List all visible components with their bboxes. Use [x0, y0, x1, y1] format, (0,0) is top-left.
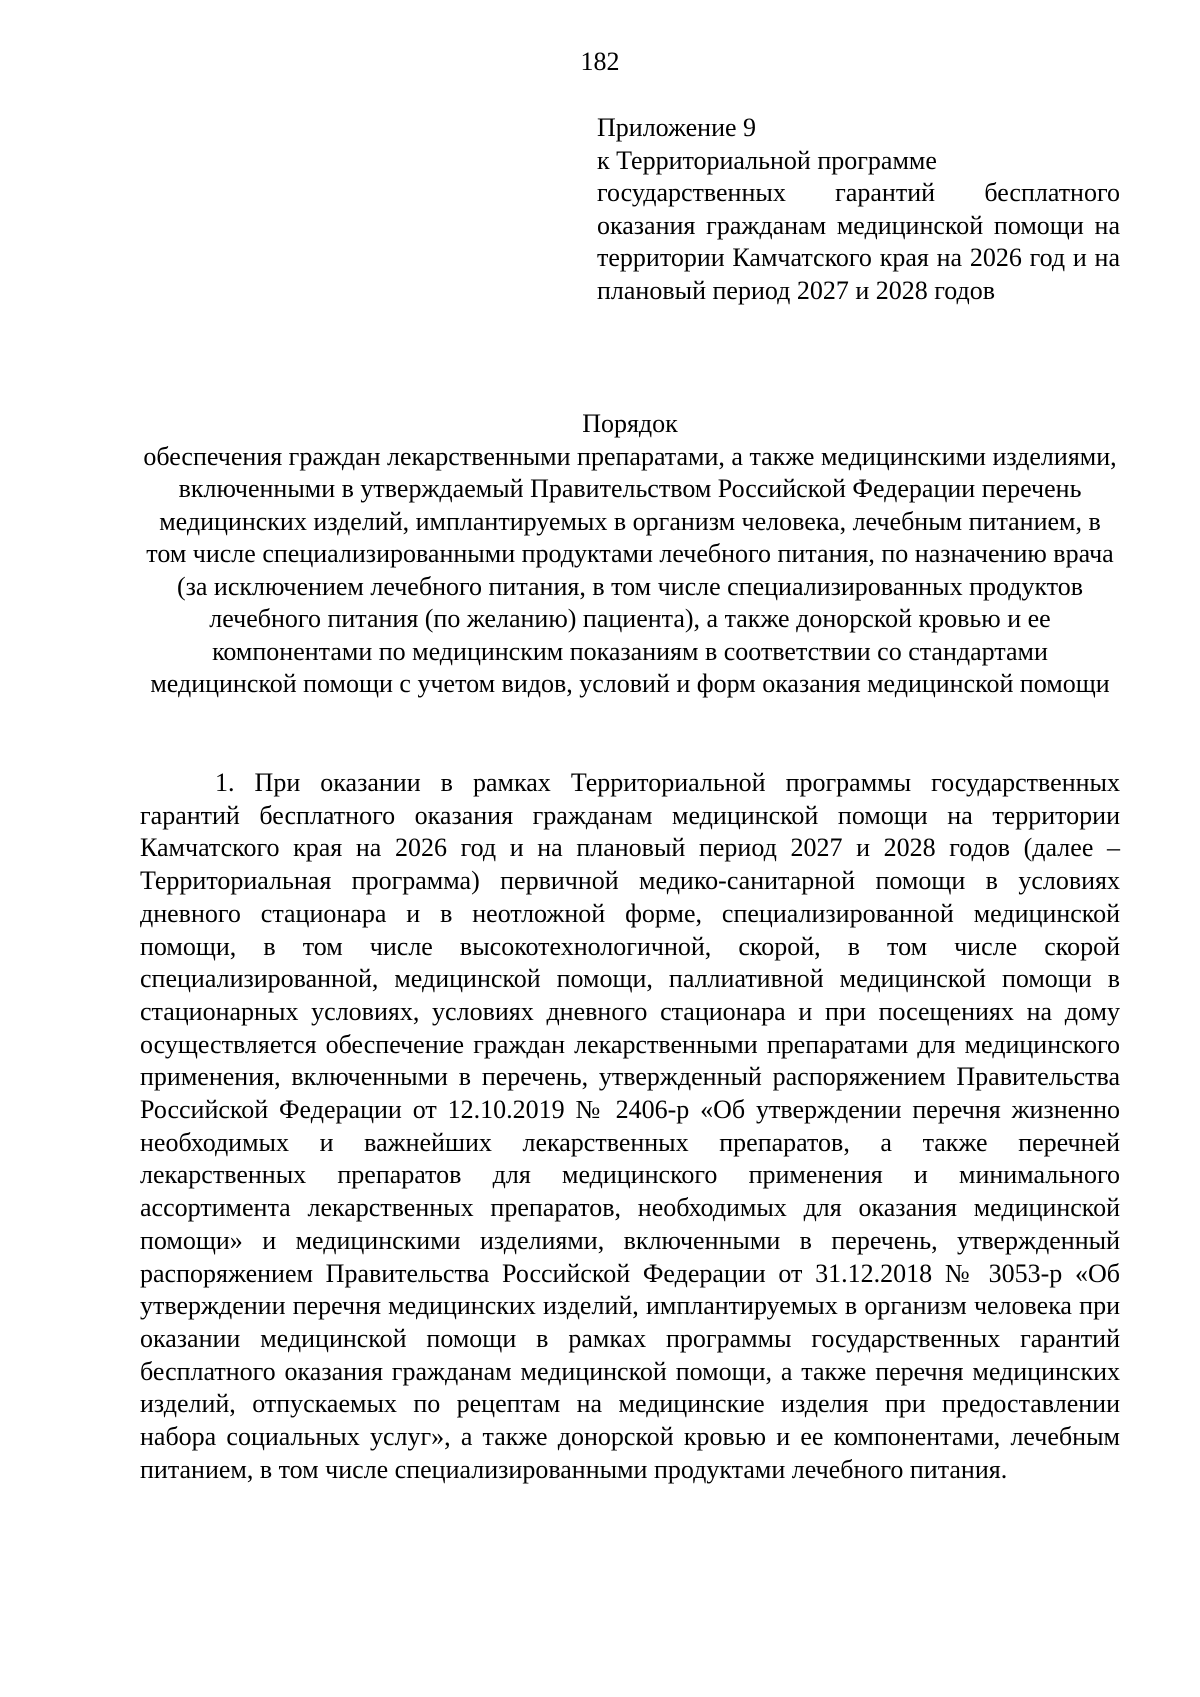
title-subtitle: обеспечения граждан лекарственными препаратами, а также медицинскими изделиями, включенными в утверждаемый Правительством Российской Федерации перечень медицинских изделий, имплантируемых в организм человека, лечебным питанием, в том числе специализированными продуктами лечебного питания, по назначению врача (за исключением лечебного питания, в том числе специализированных продуктов лечебного питания (по желанию) пациента), а также донорской кровью и ее компонентами по медицинским показаниям в соответствии со стандартами медицинской помощи с учетом видов, условий и форм оказания медицинской помощи: [143, 441, 1117, 698]
title-heading: Порядок: [582, 409, 678, 438]
appendix-title: Приложение 9: [597, 113, 757, 142]
appendix-note: [597, 112, 1120, 307]
appendix-reference: к Территориальной программе: [597, 145, 937, 175]
paragraph-1: 1. При оказании в рамках Территориальной программы государственных гарантий бесплатного оказания гражданам медицинской помощи на территории Камчатского края на 2026 год и на плановый период 2027 и 2028 годов (далее – Территориальная программа) первичной медико-санитарной помощи в условиях дневного стационара и в неотложной форме, специализированной медицинской помощи, в том числе высокотехнологичной, скорой, в том числе скорой специализированной, медицинской помощи, паллиативной медицинской помощи в стационарных условиях, условиях дневного стационара и при посещениях на дому осуществляется обеспечение граждан лекарственными препаратами для медицинского применения, включенными в перечень, утвержденный распоряжением Правительства Российской Федерации от 12.10.2019 № 2406-р «Об утверждении перечня жизненно необходимых и важнейших лекарственных препаратов, а также перечней лекарственных препаратов для медицинского применения и минимального ассортимента лекарственных препаратов, необходимых для оказания медицинской помощи» и медицинскими изделиями, включенными в перечень, утвержденный распоряжением Правительства Российской Федерации от 31.12.2018 № 3053-р «Об утверждении перечня медицинских изделий, имплантируемых в организм человека при оказании медицинской помощи в рамках программы государственных гарантий бесплатного оказания гражданам медицинской помощи, а также перечня медицинских изделий, отпускаемых по рецептам на медицинские изделия при предоставлении набора социальных услуг», а также донорской кровью и ее компонентами, лечебным питанием, в том числе специализированными продуктами лечебного питания.: [140, 768, 1120, 1484]
page-number: 182: [580, 47, 620, 76]
appendix-program-name: государственных гарантий бесплатного оказания гражданам медицинской помощи на территории Камчатского края на 2026 год и на плановый период 2027 и 2028 годов: [597, 178, 1120, 305]
document-title: [140, 408, 1120, 701]
